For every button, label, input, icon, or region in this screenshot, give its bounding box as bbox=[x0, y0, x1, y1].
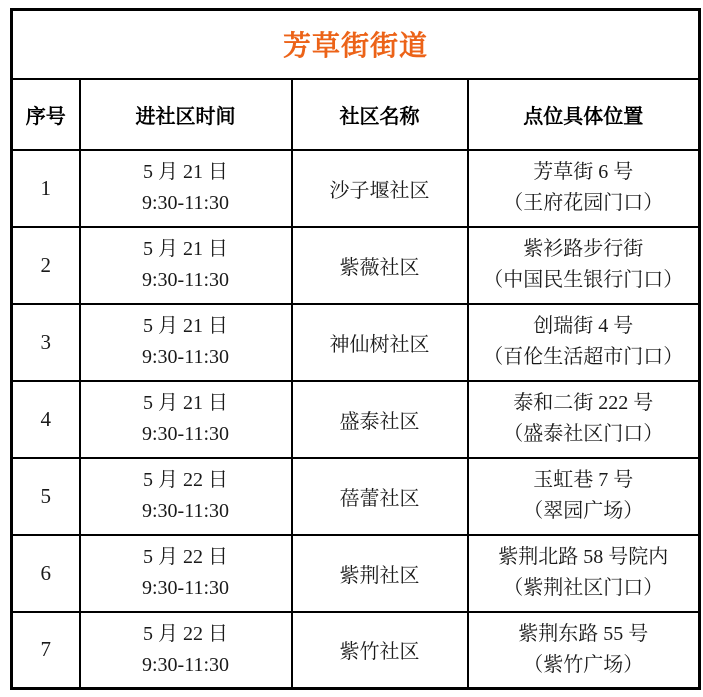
location-line1: 紫衫路步行街 bbox=[523, 238, 644, 260]
community-schedule-table bbox=[10, 8, 701, 690]
location-line2: （翠园广场） bbox=[523, 500, 644, 522]
date-line: 5 月 21 日 bbox=[143, 315, 228, 337]
location-cell bbox=[468, 304, 700, 381]
date-line: 5 月 22 日 bbox=[143, 469, 228, 491]
time-cell bbox=[80, 535, 292, 612]
row-number-cell: 1 bbox=[12, 150, 80, 227]
table-title: 芳草街街道 bbox=[12, 10, 700, 79]
date-line: 5 月 21 日 bbox=[143, 238, 228, 260]
time-cell bbox=[80, 458, 292, 535]
date-line: 5 月 22 日 bbox=[143, 546, 228, 568]
col-header-community: 社区名称 bbox=[292, 79, 468, 150]
location-line2: （盛泰社区门口） bbox=[503, 423, 664, 445]
table-row bbox=[12, 535, 700, 612]
time-line: 9:30-11:30 bbox=[141, 192, 230, 214]
location-line1: 紫荆东路 55 号 bbox=[518, 622, 649, 645]
table-row bbox=[12, 458, 700, 535]
time-line: 9:30-11:30 bbox=[141, 346, 230, 368]
time-line: 9:30-11:30 bbox=[141, 577, 230, 599]
time-line: 9:30-11:30 bbox=[141, 423, 230, 445]
col-header-index: 序号 bbox=[12, 79, 80, 150]
time-cell bbox=[80, 150, 292, 227]
time-line: 9:30-11:30 bbox=[141, 500, 230, 522]
table-header-row bbox=[12, 79, 700, 150]
table-row bbox=[12, 227, 700, 304]
table-row bbox=[12, 304, 700, 381]
table-row bbox=[12, 612, 700, 689]
location-line2: （紫荆社区门口） bbox=[503, 577, 664, 599]
time-cell bbox=[80, 227, 292, 304]
location-line1: 芳草街 6 号 bbox=[533, 161, 634, 183]
row-number-cell: 3 bbox=[12, 304, 80, 381]
time-cell bbox=[80, 304, 292, 381]
location-cell bbox=[468, 535, 700, 612]
location-cell bbox=[468, 612, 700, 689]
table-row bbox=[12, 381, 700, 458]
table-title-row bbox=[12, 10, 700, 79]
date-line: 5 月 21 日 bbox=[143, 161, 228, 183]
location-line1: 泰和二街 222 号 bbox=[513, 392, 654, 414]
row-number-cell: 2 bbox=[12, 227, 80, 304]
community-cell: 紫荆社区 bbox=[292, 535, 468, 612]
location-line2: （百伦生活超市门口） bbox=[483, 346, 684, 368]
community-cell: 紫薇社区 bbox=[292, 227, 468, 304]
community-cell: 蓓蕾社区 bbox=[292, 458, 468, 535]
row-number-cell: 7 bbox=[12, 612, 80, 689]
col-header-time: 进社区时间 bbox=[80, 79, 292, 150]
community-cell: 紫竹社区 bbox=[292, 612, 468, 689]
location-line1: 紫荆北路 58 号院内 bbox=[498, 546, 669, 568]
location-line1: 玉虹巷 7 号 bbox=[533, 469, 634, 491]
location-line1: 创瑞街 4 号 bbox=[533, 315, 634, 337]
location-line2: （中国民生银行门口） bbox=[483, 269, 684, 291]
table-row bbox=[12, 150, 700, 227]
location-line2: （王府花园门口） bbox=[503, 192, 664, 214]
row-number-cell: 4 bbox=[12, 381, 80, 458]
location-line2: （紫竹广场） bbox=[523, 653, 644, 676]
col-header-location: 点位具体位置 bbox=[468, 79, 700, 150]
row-number-cell: 6 bbox=[12, 535, 80, 612]
location-cell bbox=[468, 150, 700, 227]
community-cell: 沙子堰社区 bbox=[292, 150, 468, 227]
location-cell bbox=[468, 381, 700, 458]
time-line: 9:30-11:30 bbox=[141, 269, 230, 291]
location-cell bbox=[468, 227, 700, 304]
time-line: 9:30-11:30 bbox=[141, 653, 230, 676]
time-cell bbox=[80, 612, 292, 689]
date-line: 5 月 21 日 bbox=[143, 392, 228, 414]
community-cell: 盛泰社区 bbox=[292, 381, 468, 458]
row-number-cell: 5 bbox=[12, 458, 80, 535]
date-line: 5 月 22 日 bbox=[143, 622, 228, 645]
community-cell: 神仙树社区 bbox=[292, 304, 468, 381]
location-cell bbox=[468, 458, 700, 535]
time-cell bbox=[80, 381, 292, 458]
